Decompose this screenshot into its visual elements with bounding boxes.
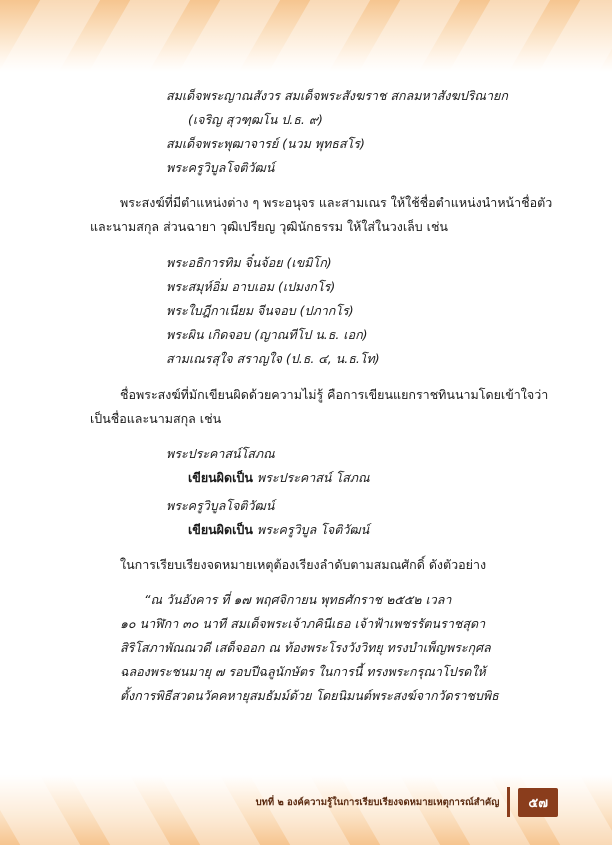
quote-line: ๑๐ นาฬิกา ๓๐ นาที สมเด็จพระเจ้าภคินีเธอ เจ้าฟ้าเพชรรัตนราชสุดา [120,616,486,631]
correct-name: พระประคาสน์โสภณ [166,446,275,461]
example-line: สามเณรสุใจ สราญใจ (ป.ธ. ๔, น.ธ.โท) [166,351,380,366]
wrong-example [188,468,370,488]
paragraph-line: พระสงฆ์ที่มีตำแหน่งต่าง ๆ พระอนุจร และสามเณร ให้ใช้ชื่อตำแหน่งนำหน้าชื่อตัว [120,195,553,210]
quote-line: สิริโสภาพัณณวดี เสด็จออก ณ ท้องพระโรงวังวิทยุ ทรงบำเพ็ญพระกุศล [120,640,491,655]
quote-line: “ณ วันอังคาร ที่ ๑๗ พฤศจิกายน พุทธศักราช ๒๕๕๒ เวลา [144,592,452,607]
example-line: พระผิน เกิดจอบ (ญาณทีโป น.ธ. เอก) [166,327,368,342]
name-line: พระครูวิบูลโจติวัฒน์ [166,160,275,175]
name-line: สมเด็จพระพุฒาจารย์ (นวม พุทธสโร) [166,136,365,151]
chapter-title: บทที่ ๒ องค์ความรู้ในการเรียบเรียงจดหมายเหตุการณ์สำคัญ [255,796,500,808]
footer-divider [507,787,510,817]
page-number: ๕๗ [518,788,558,817]
name-line: (เจริญ สุวฑฺฒโน ป.ธ. ๙) [188,112,323,127]
name-line: สมเด็จพระญาณสังวร สมเด็จพระสังฆราช สกลมหาสังฆปริณายก [166,88,508,103]
paragraph-line: ชื่อพระสงฆ์ที่มักเขียนผิดด้วยความไม่รู้ คือการเขียนแยกราชทินนามโดยเข้าใจว่า [120,387,549,402]
example-line: พระสมุห์อิ่ม อาบเอม (เปมงกโร) [166,279,336,294]
correct-name: พระครูวิบูลโจติวัฒน์ [166,498,275,513]
paragraph-line: และนามสกุล ส่วนฉายา วุฒิเปรียญ วุฒินักธรรม ให้ใส่ในวงเล็บ เช่น [90,219,448,234]
quote-line: ฉลองพระชนมายุ ๗ รอบปีฉลูนักษัตร ในการนี้ ทรงพระกรุณาโปรดให้ [120,664,486,679]
wrong-label: เขียนผิดเป็น [188,522,253,537]
paragraph-line: ในการเรียบเรียงจดหมายเหตุต้องเรียงลำดับตามสมณศักดิ์ ดังตัวอย่าง [120,557,487,572]
paragraph-line: เป็นชื่อและนามสกุล เช่น [90,411,222,426]
wrong-name: พระประคาสน์ โสภณ [256,470,370,485]
wrong-example [188,520,369,540]
quote-line: ตั้งการพิธีสวดนวัคคหายุสมธัมม์ด้วย โดยนิมนต์พระสงฆ์จากวัดราชบพิธ [120,688,499,703]
wrong-label: เขียนผิดเป็น [188,470,253,485]
example-line: พระใบฎีกาเนียม จีนจอบ (ปภากโร) [166,303,354,318]
page-footer [256,790,558,814]
example-line: พระอธิการทิม จิ๋นจ้อย (เขมิโก) [166,255,332,270]
wrong-name: พระครูวิบูล โจติวัฒน์ [256,522,370,537]
